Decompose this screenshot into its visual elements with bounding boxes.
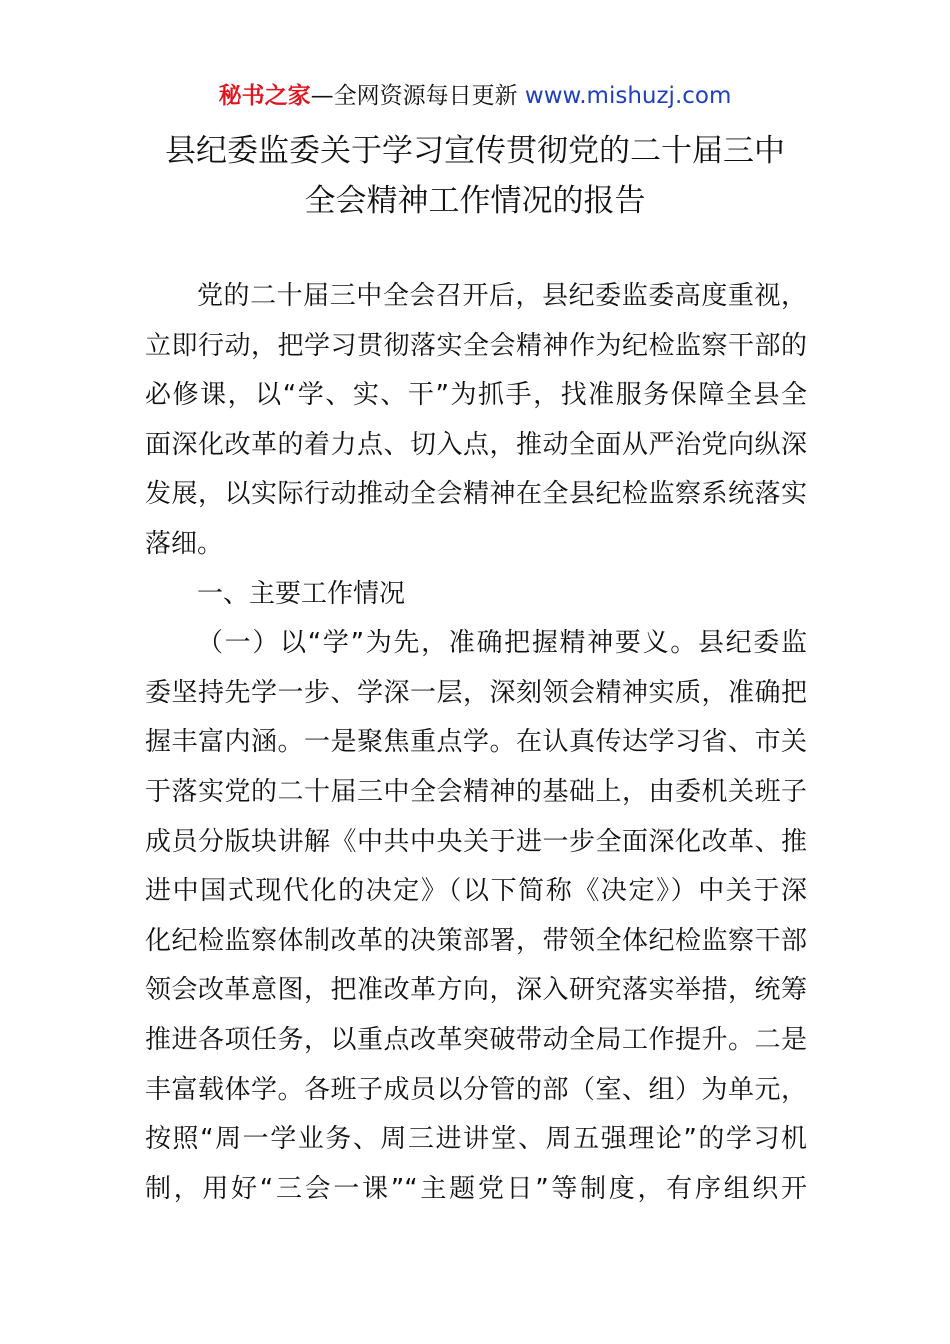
paragraph-2-line: 领会改革意图，把准改革方向，深入研究落实举措，统筹 [145,975,807,1006]
paragraph-1-line: 必修课，以“学、实、干”为抓手，找准服务保障全县全 [145,380,807,411]
paragraph-2-line: 制，用好“三会一课”“主题党日”等制度，有序组织开 [145,1173,807,1204]
paragraph-1-line: 面深化改革的着力点、切入点，推动全面从严治党向纵深 [145,429,807,460]
document-body [145,272,807,1214]
site-name: 秘书之家 [218,83,311,109]
paragraph-1-line: 立即行动，把学习贯彻落实全会精神作为纪检监察干部的 [145,330,807,361]
paragraph-2-line: 成员分版块讲解《中共中央关于进一步全面深化改革、推 [145,826,807,857]
paragraph-2-line: （一）以“学”为先，准确把握精神要义。县纪委监 [197,628,807,659]
section-1-heading: 一、主要工作情况 [197,578,406,609]
paragraph-1-line: 落细。 [145,528,224,559]
site-header [0,80,950,112]
paragraph-2-line: 进中国式现代化的决定》（以下简称《决定》）中关于深 [145,876,807,907]
paragraph-2-line: 化纪检监察体制改革的决策部署，带领全体纪检监察干部 [145,925,807,956]
paragraph-2-line: 握丰富内涵。一是聚焦重点学。在认真传达学习省、市关 [145,727,807,758]
site-url-link[interactable]: www.mishuzj.com [524,83,732,109]
document-title [0,126,950,226]
title-line-1: 县纪委监委关于学习宣传贯彻党的二十届三中 [165,133,785,169]
paragraph-2-line: 委坚持先学一步、学深一层，深刻领会精神实质，准确把 [145,677,807,708]
paragraph-2-line: 推进各项任务，以重点改革突破带动全局工作提升。二是 [145,1024,807,1055]
paragraph-1-line: 发展，以实际行动推动全会精神在全县纪检监察系统落实 [145,479,807,510]
title-line-2: 全会精神工作情况的报告 [304,183,646,219]
paragraph-2-line: 按照“周一学业务、周三进讲堂、周五强理论”的学习机 [145,1124,807,1155]
site-tagline: —全网资源每日更新 [310,83,525,109]
paragraph-2-line: 于落实党的二十届三中全会精神的基础上，由委机关班子 [145,776,807,807]
paragraph-1-line: 党的二十届三中全会召开后，县纪委监委高度重视， [197,281,807,311]
paragraph-2-line: 丰富载体学。各班子成员以分管的部（室、组）为单元， [145,1074,807,1105]
